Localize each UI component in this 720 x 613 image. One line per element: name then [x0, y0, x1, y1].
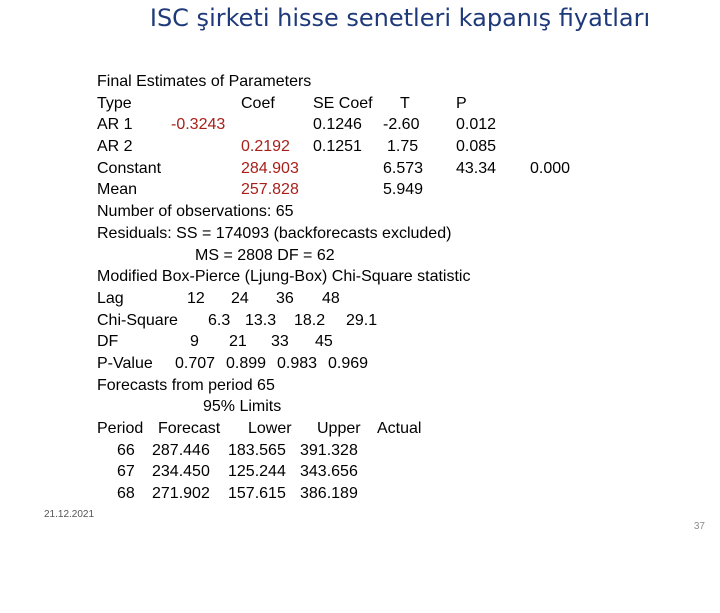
ljung-box-value: 6.3	[208, 311, 231, 329]
params-heading-text: Final Estimates of Parameters	[97, 73, 312, 90]
ljung-box-label: Lag	[97, 289, 124, 307]
forecast-lower: 183.565	[228, 441, 286, 459]
forecast-upper: 391.328	[300, 441, 358, 459]
header-forecast: Forecast	[158, 420, 221, 437]
param-t: -2.60	[383, 116, 420, 134]
forecast-value: 234.450	[152, 463, 210, 481]
ljung-box-value: 12	[187, 289, 205, 307]
header-se-coef: SE Coef	[313, 94, 373, 112]
ljung-box-value: 0.983	[277, 354, 318, 372]
param-row	[97, 136, 497, 158]
ljung-box-label: DF	[97, 333, 119, 351]
ljung-box-value: 9	[190, 333, 199, 351]
forecast-lower: 125.244	[228, 463, 286, 481]
param-p: 0.012	[456, 116, 497, 134]
header-actual: Actual	[377, 420, 422, 437]
ms-df-text: MS = 2808 DF = 62	[195, 246, 335, 264]
ljung-box-value: 18.2	[294, 311, 326, 329]
header-type: Type	[97, 94, 132, 112]
ljung-box-row	[97, 310, 378, 332]
forecast-period: 66	[117, 441, 135, 459]
header-coef: Coef	[241, 94, 275, 112]
ljung-box-value: 0.899	[226, 354, 267, 372]
param-coef: 284.903	[241, 159, 299, 177]
box-pierce-line	[97, 266, 471, 288]
param-type: Mean	[97, 181, 138, 199]
forecast-lower: 157.615	[228, 485, 286, 503]
forecast-row	[97, 461, 358, 483]
forecasts-heading: Forecasts from period 65	[97, 376, 275, 394]
header-upper: Upper	[317, 420, 361, 437]
limits-label: 95% Limits	[203, 398, 282, 416]
param-type: AR 1	[97, 116, 133, 134]
header-p: P	[456, 94, 467, 112]
ljung-box-row	[97, 353, 369, 375]
param-coef: 257.828	[241, 181, 299, 199]
ljung-box-label: P-Value	[97, 354, 153, 372]
ljung-box-row	[97, 331, 333, 353]
param-se-coef: 0.1246	[313, 116, 362, 134]
ljung-box-value: 33	[271, 333, 289, 351]
forecast-upper: 386.189	[300, 485, 358, 503]
ljung-box-value: 48	[322, 289, 340, 307]
ljung-box-value: 13.3	[245, 311, 277, 329]
forecast-row	[97, 440, 358, 462]
param-coef: 0.2192	[241, 138, 290, 156]
ljung-box-value: 24	[231, 289, 249, 307]
ljung-box-label: Chi-Square	[97, 311, 178, 329]
forecast-value: 271.902	[152, 485, 210, 503]
slide-title: ISC şirketi hisse senetleri kapanış fiyatları	[149, 4, 651, 32]
param-type: AR 2	[97, 138, 133, 156]
ljung-box-value: 36	[276, 289, 294, 307]
minitab-output	[97, 71, 571, 505]
forecast-value: 287.446	[152, 441, 210, 459]
ljung-box-value: 0.969	[328, 354, 369, 372]
param-se-coef: 0.1251	[313, 138, 362, 156]
residuals-line	[97, 223, 452, 245]
observations-text: Number of observations: 65	[97, 203, 294, 221]
forecast-upper: 343.656	[300, 463, 358, 481]
forecast-row	[97, 483, 358, 505]
box-pierce-text: Modified Box-Pierce (Ljung-Box) Chi-Square statistic	[97, 268, 471, 286]
param-row	[97, 179, 424, 201]
param-t: 6.573	[383, 159, 424, 177]
forecast-period: 68	[117, 485, 135, 503]
ljung-box-row	[97, 288, 340, 310]
slide-date: 21.12.2021	[44, 509, 95, 520]
page-number: 37	[693, 521, 705, 532]
param-extra: 0.000	[530, 159, 571, 177]
params-heading	[97, 71, 312, 93]
param-type: Constant	[97, 159, 162, 177]
param-t: 1.75	[387, 138, 419, 156]
forecasts-heading-line	[97, 375, 275, 397]
forecast-period: 67	[117, 463, 135, 481]
residuals-text: Residuals: SS = 174093 (backforecasts excluded)	[97, 224, 452, 242]
header-t: T	[400, 94, 410, 112]
param-row	[97, 114, 497, 136]
header-lower: Lower	[248, 420, 292, 437]
param-row	[97, 158, 571, 180]
limits-line	[97, 396, 282, 418]
ms-df-line	[97, 245, 335, 267]
ljung-box-value: 45	[315, 333, 333, 351]
param-coef: -0.3243	[171, 116, 226, 134]
param-p: 0.085	[456, 138, 497, 156]
ljung-box-value: 21	[229, 333, 247, 351]
param-p: 43.34	[456, 159, 497, 177]
ljung-box-value: 0.707	[175, 354, 216, 372]
forecast-header-row	[97, 418, 422, 440]
param-t: 5.949	[383, 181, 424, 199]
ljung-box-value: 29.1	[346, 311, 378, 329]
params-header-row	[97, 93, 467, 115]
header-period: Period	[97, 420, 144, 437]
observations-line	[97, 201, 294, 223]
